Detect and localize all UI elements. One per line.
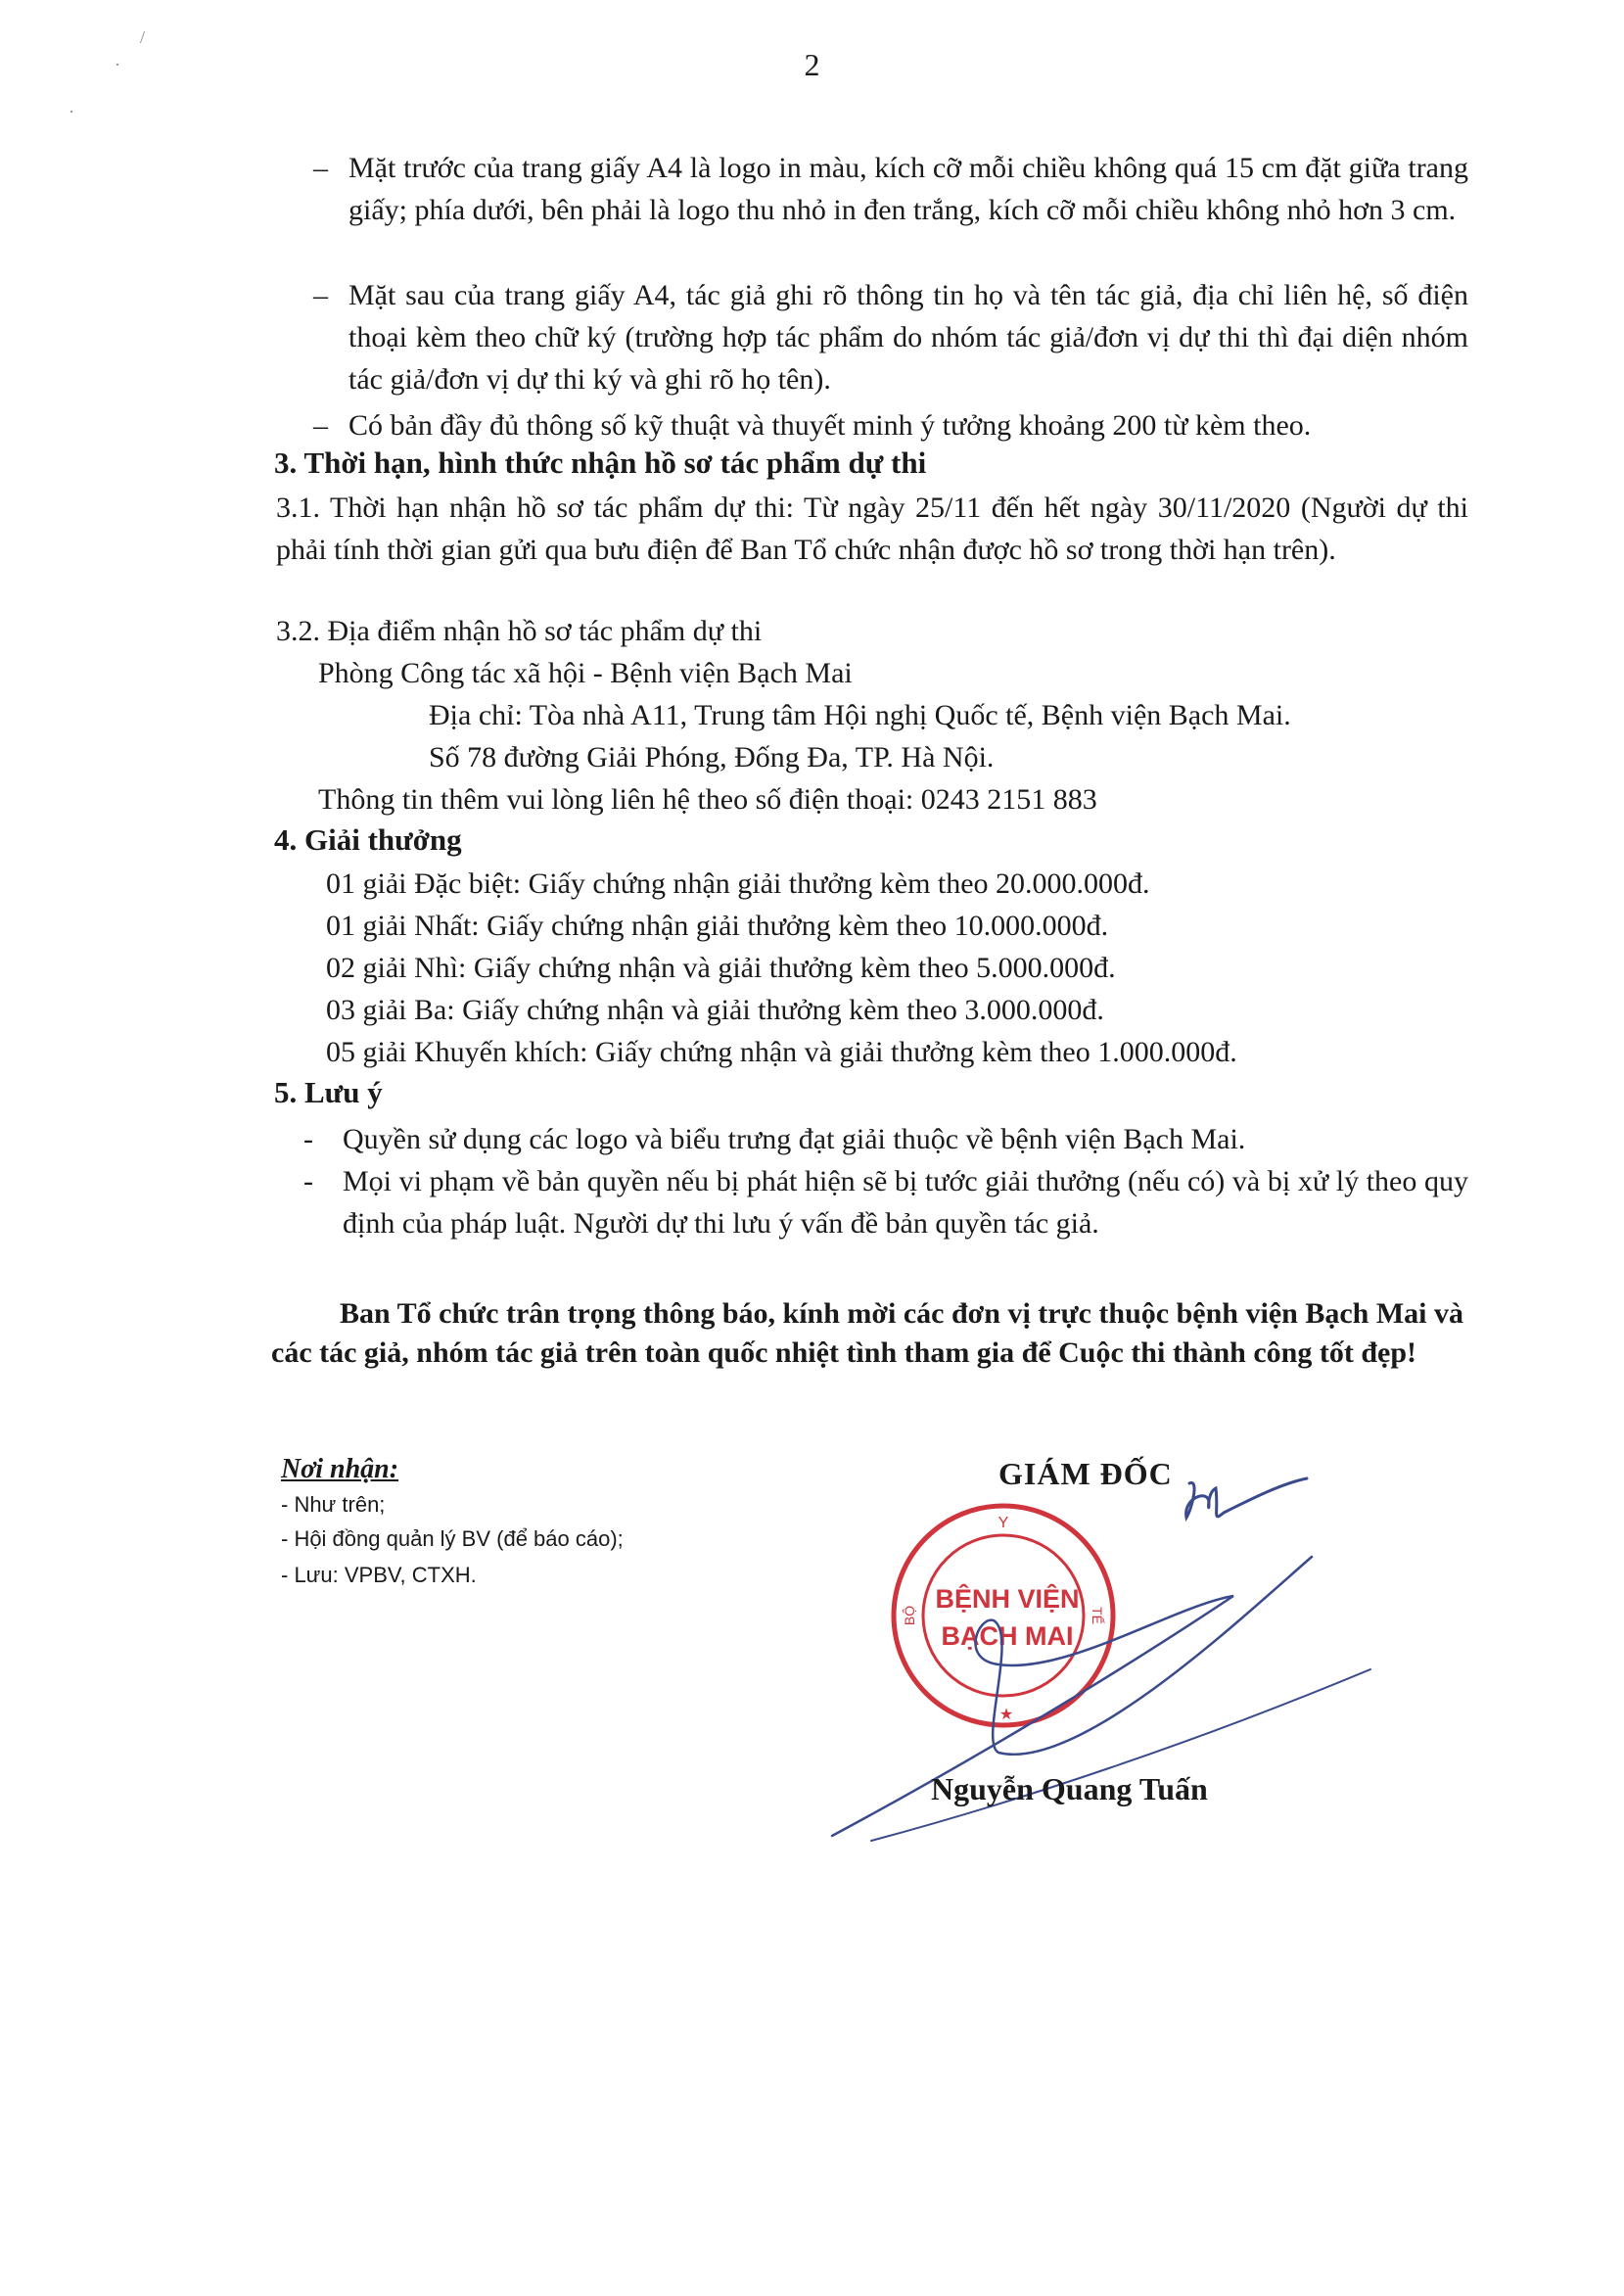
dash-bullet: –	[313, 279, 328, 311]
scan-artifact: ·	[115, 55, 120, 74]
scan-artifact: ·	[69, 102, 74, 121]
prize-item: 05 giải Khuyến khích: Giấy chứng nhận và giải thưởng kèm theo 1.000.000đ.	[326, 1036, 1237, 1068]
signer-title: GIÁM ĐỐC	[998, 1456, 1173, 1491]
list-item-text: Mọi vi phạm về bản quyền nếu bị phát hiện sẽ bị tước giải thưởng (nếu có) và bị xử lý theo quy định của pháp luật. Người dự thi lưu ý vấn đề bản quyền tác giả.	[343, 1165, 1468, 1240]
stamp-ring-text: TẾ	[1090, 1607, 1105, 1624]
section-3-heading: 3. Thời hạn, hình thức nhận hồ sơ tác phẩm dự thi	[274, 445, 927, 480]
recipients-title: Nơi nhận:	[281, 1454, 399, 1484]
scan-artifact: /	[140, 27, 146, 47]
closing-paragraph	[271, 1294, 1463, 1373]
signature-underline	[871, 1669, 1370, 1841]
dash-bullet: -	[303, 1165, 313, 1197]
section-3-1-paragraph	[276, 487, 1468, 571]
section-3-2-label: 3.2. Địa điểm nhận hồ sơ tác phẩm dự thi	[276, 615, 763, 647]
stamp-ring-text: BỘ	[902, 1605, 917, 1626]
office-name: Phòng Công tác xã hội - Bệnh viện Bạch Mai	[318, 657, 853, 689]
recipient-item: - Lưu: VPBV, CTXH.	[281, 1563, 477, 1587]
dash-bullet: -	[303, 1123, 313, 1155]
prize-item: 03 giải Ba: Giấy chứng nhận và giải thưởng kèm theo 3.000.000đ.	[326, 994, 1104, 1026]
list-item-text: Có bản đầy đủ thông số kỹ thuật và thuyết minh ý tưởng khoảng 200 từ kèm theo.	[348, 409, 1312, 442]
dash-bullet: –	[313, 152, 328, 184]
stamp-line-2: BẠCH MAI	[941, 1621, 1074, 1651]
prize-item: 01 giải Đặc biệt: Giấy chứng nhận giải thưởng kèm theo 20.000.000đ.	[326, 867, 1150, 900]
stamp-ring-text: Y	[998, 1515, 1009, 1531]
dash-bullet: –	[313, 409, 328, 442]
closing-text: Ban Tổ chức trân trọng thông báo, kính mời các đơn vị trực thuộc bệnh viện Bạch Mai và các tác giả, nhóm tác giả trên toàn quốc nhiệt tình tham gia để Cuộc thi thành công tốt đẹp!	[271, 1297, 1463, 1369]
list-item-text: Mặt trước của trang giấy A4 là logo in màu, kích cỡ mỗi chiều không quá 15 cm đặt giữa trang giấy; phía dưới, bên phải là logo thu nhỏ in đen trắng, kích cỡ mỗi chiều không nhỏ hơn 3 cm.	[348, 152, 1468, 226]
prize-item: 02 giải Nhì: Giấy chứng nhận và giải thưởng kèm theo 5.000.000đ.	[326, 952, 1116, 984]
stamp-line-1: BỆNH VIỆN	[935, 1584, 1080, 1614]
section-4-heading: 4. Giải thưởng	[274, 822, 462, 857]
section-5-heading: 5. Lưu ý	[274, 1075, 383, 1109]
address-line-2: Số 78 đường Giải Phóng, Đống Đa, TP. Hà Nội.	[429, 741, 995, 773]
initials-stroke	[1186, 1478, 1307, 1518]
recipient-item: - Hội đồng quản lý BV (để báo cáo);	[281, 1526, 624, 1551]
signer-name: Nguyễn Quang Tuấn	[931, 1771, 1208, 1806]
phone-line: Thông tin thêm vui lòng liên hệ theo số điện thoại: 0243 2151 883	[318, 783, 1097, 816]
page-number: 2	[804, 47, 820, 82]
list-item-text: Quyền sử dụng các logo và biểu trưng đạt giải thuộc về bệnh viện Bạch Mai.	[343, 1123, 1246, 1155]
list-item-text: Mặt sau của trang giấy A4, tác giả ghi rõ thông tin họ và tên tác giả, địa chỉ liên hệ, số điện thoại kèm theo chữ ký (trường hợp tác phẩm do nhóm tác giả/đơn vị dự thi thì đại diện nhóm tác giả/đơn vị dự thi ký và ghi rõ họ tên).	[348, 279, 1468, 396]
prize-item: 01 giải Nhất: Giấy chứng nhận giải thưởng kèm theo 10.000.000đ.	[326, 910, 1109, 942]
section-3-1-text: 3.1. Thời hạn nhận hồ sơ tác phẩm dự thi: Từ ngày 25/11 đến hết ngày 30/11/2020 (Người dự thi phải tính thời gian gửi qua bưu điện để Ban Tổ chức nhận được hồ sơ trong thời hạn trên).	[276, 492, 1468, 566]
stamp-star-icon: ★	[998, 1707, 1014, 1723]
address-line-1: Địa chỉ: Tòa nhà A11, Trung tâm Hội nghị Quốc tế, Bệnh viện Bạch Mai.	[429, 699, 1291, 731]
recipient-item: - Như trên;	[281, 1492, 386, 1517]
